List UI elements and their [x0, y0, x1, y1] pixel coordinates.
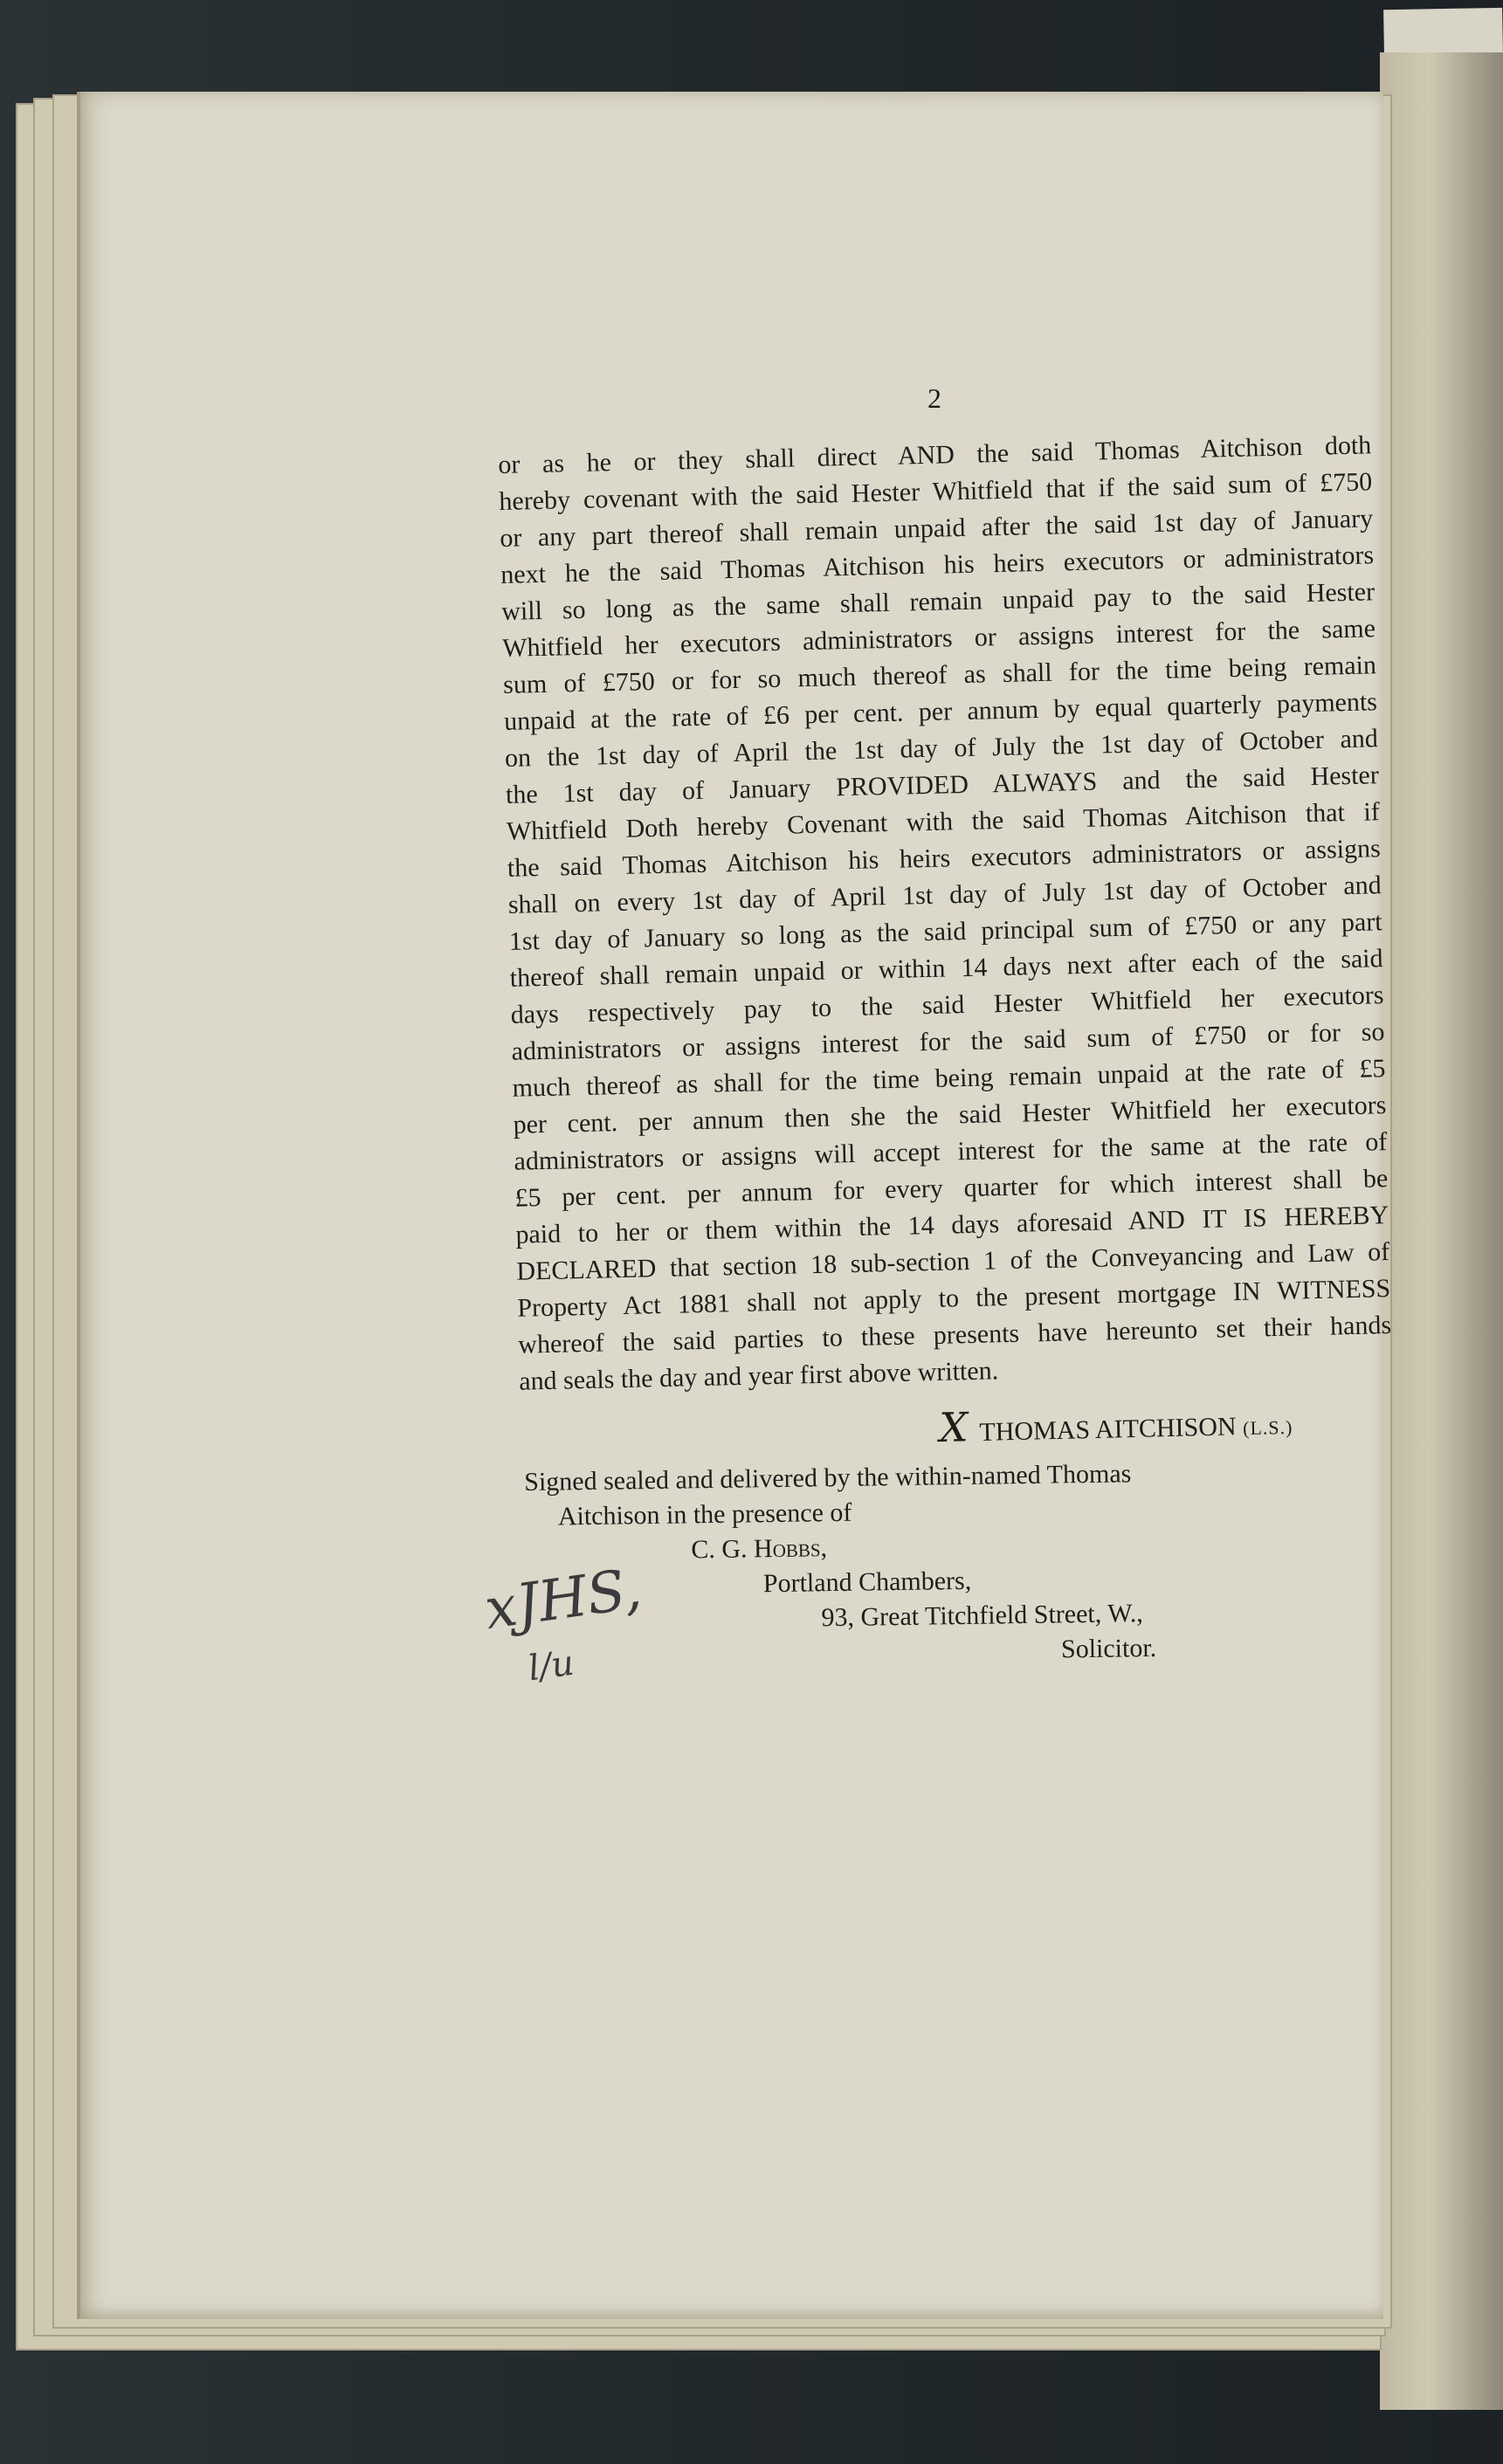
- body-line: per cent. per annum then she the said Hester Whitfield her executors: [513, 1091, 1387, 1139]
- attestation-block: [524, 1454, 1313, 1675]
- witness-name: C. G. Hobbs,: [691, 1533, 828, 1565]
- signature-line: [939, 1394, 1376, 1451]
- attestation-line: Aitchison in the presence of: [557, 1497, 852, 1531]
- witness-address: Portland Chambers,: [762, 1566, 972, 1599]
- body-line: the 1st day of January PROVIDED ALWAYS and the said Hester: [505, 761, 1380, 809]
- signatory-name: THOMAS AITCHISON: [979, 1412, 1237, 1447]
- body-line: next he the said Thomas Aitchison his heirs executors or administrators: [500, 540, 1375, 589]
- seal-label: (L.S.): [1242, 1415, 1293, 1440]
- witness-title: Solicitor.: [1060, 1633, 1157, 1664]
- body-line: 1st day of January so long as the said principal sum of £750 or any part: [508, 907, 1382, 956]
- body-line: on the 1st day of April the 1st day of July the 1st day of October and: [504, 724, 1379, 773]
- body-line: or as he or they shall direct AND the said Thomas Aitchison doth: [498, 430, 1372, 479]
- adjacent-page-edge: [1380, 52, 1503, 2410]
- body-line: DECLARED that section 18 sub-section 1 of the Conveyancing and Law of: [516, 1237, 1390, 1286]
- body-line: and seals the day and year first above written.: [518, 1356, 999, 1396]
- body-line: paid to her or them within the 14 days aforesaid AND IT IS HEREBY: [515, 1201, 1389, 1249]
- body-line: administrators or assigns will accept interest for the same at the rate of: [514, 1127, 1388, 1176]
- body-line: Property Act 1881 shall not apply to the present mortgage IN WITNESS: [517, 1274, 1391, 1323]
- body-line: whereof the said parties to these presents have hereunto set their hands: [517, 1311, 1392, 1359]
- attestation-line: Signed sealed and delivered by the within-named Thomas: [524, 1459, 1132, 1497]
- body-line: administrators or assigns interest for the said sum of £750 or for so: [511, 1017, 1385, 1066]
- body-line: sum of £750 or for so much thereof as shall for the time being remain: [502, 650, 1377, 699]
- body-line: Whitfield her executors administrators or assigns interest for the same: [501, 614, 1376, 663]
- body-line: will so long as the same shall remain unpaid pay to the said Hester: [500, 577, 1375, 626]
- page-number: 2: [927, 382, 941, 414]
- witness-address: 93, Great Titchfield Street, W.,: [821, 1599, 1143, 1633]
- body-line: hereby covenant with the said Hester Whitfield that if the said sum of £750: [499, 467, 1373, 516]
- body-line: thereof shall remain unpaid or within 14 days next after each of the said: [509, 944, 1383, 993]
- body-line: much thereof as shall for the time being remain unpaid at the rate of £5: [512, 1054, 1386, 1103]
- body-line: £5 per cent. per annum for every quarter for which interest shall be: [514, 1164, 1389, 1213]
- body-line: shall on every 1st day of April 1st day of July 1st day of October and: [507, 871, 1382, 919]
- handwritten-annotation: l/u: [526, 1642, 576, 1690]
- body-line: Whitfield Doth hereby Covenant with the said Thomas Aitchison that if: [506, 797, 1381, 846]
- deed-body-text: [498, 427, 1393, 1400]
- handwritten-initials: xJHS,: [480, 1556, 645, 1643]
- body-line: the said Thomas Aitchison his heirs executors administrators or assigns: [507, 834, 1382, 883]
- body-line: unpaid at the rate of £6 per cent. per annum by equal quarterly payments: [503, 687, 1378, 736]
- body-line: or any part thereof shall remain unpaid after the said 1st day of January: [499, 504, 1374, 553]
- signature-mark: X: [939, 1403, 969, 1451]
- body-line: days respectively pay to the said Hester Whitfield her executors: [510, 981, 1384, 1029]
